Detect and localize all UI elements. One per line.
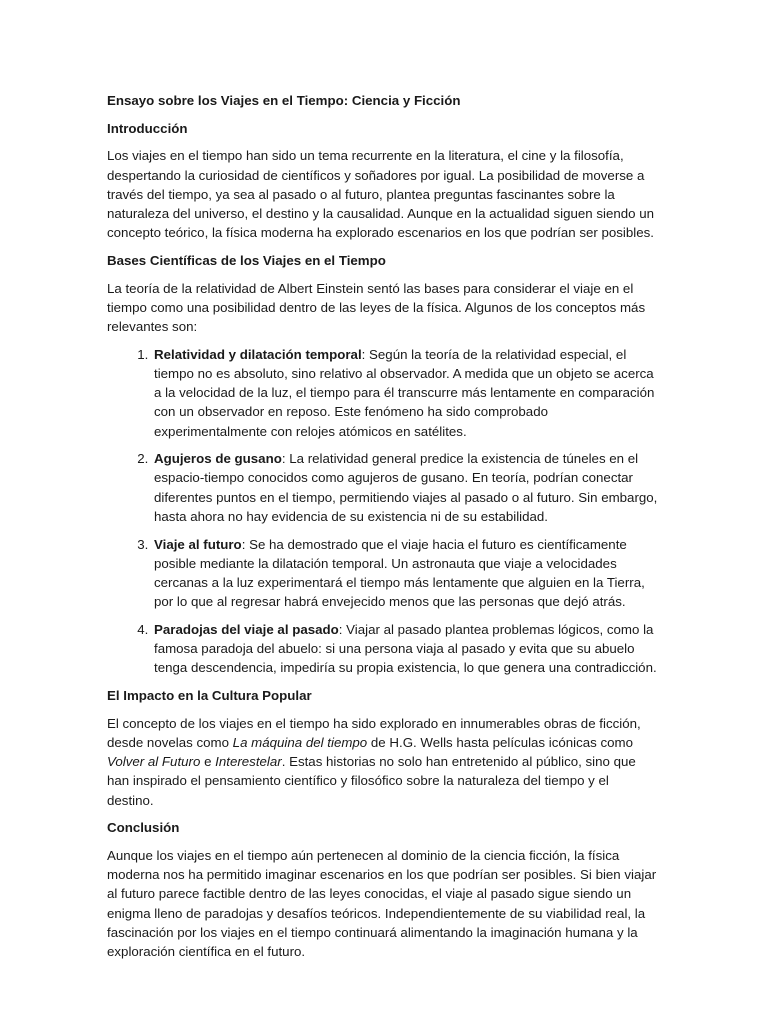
concept-item [152, 449, 658, 526]
concepts-list [107, 345, 658, 678]
concept-term: Agujeros de gusano [154, 451, 282, 467]
concept-text: : Viajar al pasado plantea problemas lógicos, como la famosa paradoja del abuelo: si una persona viaja al pasado y evita que su abuelo tenga descendencia, impediría su propia existencia, lo que genera una contradicción. [154, 621, 657, 676]
culture-text: . Estas historias no solo han entretenido al público, sino que han inspirado el pensamiento científico y filosófico sobre la naturaleza del tiempo y el destino. [107, 754, 636, 808]
work-title: La máquina del tiempo [232, 734, 368, 750]
culture-paragraph [107, 714, 658, 810]
intro-heading: Introducción [107, 120, 188, 136]
concept-term: Relatividad y dilatación temporal [154, 346, 362, 362]
bases-paragraph: La teoría de la relatividad de Albert Einstein sentó las bases para considerar el viaje en el tiempo como una posibilidad dentro de las leyes de la física. Algunos de los conceptos más relevantes son: [107, 280, 646, 335]
culture-heading: El Impacto en la Cultura Popular [107, 687, 312, 703]
intro-paragraph: Los viajes en el tiempo han sido un tema recurrente en la literatura, el cine y la filosofía, despertando la curiosidad de científicos y soñadores por igual. La posibilidad de moverse a través del tiempo, ya sea al pasado o al futuro, plantea preguntas fascinantes sobre la naturaleza del universo, el destino y la causalidad. Aunque en la actualidad siguen siendo un concepto teórico, la física moderna ha explorado escenarios en los que podrían ser posibles. [107, 148, 655, 241]
concept-item [152, 535, 658, 612]
work-title: Volver al Futuro [107, 754, 201, 770]
concept-text: : Según la teoría de la relatividad especial, el tiempo no es absoluto, sino relativo al observador. A medida que un objeto se acerca a la velocidad de la luz, el tiempo para él transcurre más lentamente en comparación con un observador en reposo. Este fenómeno ha sido comprobado experimentalmente con relojes atómicos en satélites. [154, 346, 655, 439]
concept-item [152, 620, 658, 678]
conclusion-heading: Conclusión [107, 820, 180, 836]
concept-item [152, 345, 658, 441]
document-title: Ensayo sobre los Viajes en el Tiempo: Ciencia y Ficción [107, 93, 461, 108]
bases-heading: Bases Científicas de los Viajes en el Tiempo [107, 252, 386, 268]
culture-text: El concepto de los viajes en el tiempo ha sido explorado en innumerables obras de ficción, desde novelas como [107, 715, 641, 750]
conclusion-paragraph: Aunque los viajes en el tiempo aún pertenecen al dominio de la ciencia ficción, la física moderna nos ha permitido imaginar escenarios en los que podrían ser posibles. Si bien viajar al futuro parece factible dentro de las leyes conocidas, el viaje al pasado sigue siendo un enigma lleno de paradojas y desafíos teóricos. Independientemente de su viabilidad real, la fascinación por los viajes en el tiempo continuará alimentando la imaginación humana y la exploración científica en el futuro. [107, 847, 657, 959]
concept-text: : La relatividad general predice la existencia de túneles en el espacio-tiempo conocidos como agujeros de gusano. En teoría, podrían conectar diferentes puntos en el tiempo, permitiendo viajes al pasado o al futuro. Sin embargo, hasta ahora no hay evidencia de su existencia ni de su estabilidad. [154, 451, 658, 524]
concept-term: Viaje al futuro [154, 536, 242, 552]
work-title: Interestelar [215, 754, 282, 770]
culture-text: de H.G. Wells hasta películas icónicas como [367, 734, 634, 750]
concept-text: : Se ha demostrado que el viaje hacia el futuro es científicamente posible mediante la dilatación temporal. Un astronauta que viaje a velocidades cercanas a la luz experimentará el tiempo más lentamente que alguien en la Tierra, por lo que al regresar habrá envejecido menos que las personas que dejó atrás. [154, 536, 645, 610]
culture-text: e [200, 754, 216, 770]
concept-term: Paradojas del viaje al pasado [154, 621, 339, 637]
